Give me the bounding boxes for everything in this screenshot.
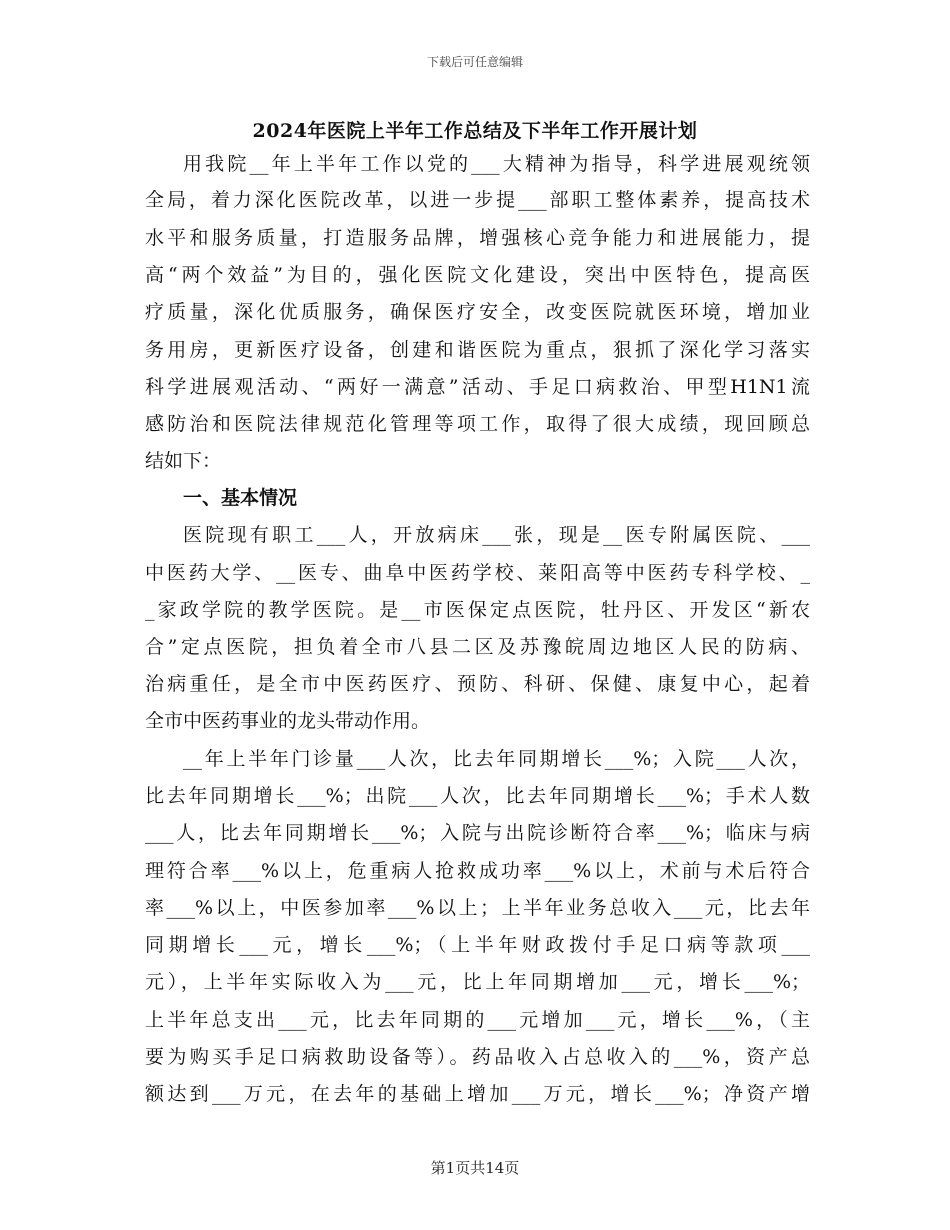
text-line: __年上半年门诊量___人次，比去年同期增长___%；入院___人次，	[183, 748, 810, 770]
text-line: 率___%以上，中医参加率___%以上；上半年业务总收入___元，比去年	[145, 897, 810, 919]
text-line: 疗质量，深化优质服务，确保医疗安全，改变医院就医环境，增加业	[145, 301, 810, 323]
section-heading: 一、基本情况	[183, 487, 298, 509]
page-header: 下载后可任意编辑	[426, 55, 523, 69]
text-line: 同期增长___元，增长___%；（上半年财政拨付手足口病等款项___	[145, 934, 810, 956]
text-line: 比去年同期增长___%；出院___人次，比去年同期增长___%；手术人数	[145, 785, 810, 807]
text-line: 治病重任，是全市中医药医疗、预防、科研、保健、康复中心，起着	[145, 673, 810, 695]
text-line: 全局，着力深化医院改革，以进一步提___部职工整体素养，提高技术	[145, 189, 810, 211]
text-line: 结如下：	[145, 450, 222, 472]
text-line: 中医药大学、__医专、曲阜中医药学校、莱阳高等中医药专科学校、_	[145, 562, 810, 584]
text-line: ___人，比去年同期增长___%；入院与出院诊断符合率___%；临床与病	[145, 822, 810, 844]
text-line: 高“两个效益”为目的，强化医院文化建设，突出中医特色，提高医	[145, 264, 810, 286]
text-line: 合”定点医院，担负着全市八县二区及苏豫皖周边地区人民的防病、	[145, 636, 810, 658]
text-line: 理符合率___%以上，危重病人抢救成功率___%以上，术前与术后符合	[145, 860, 810, 882]
text-line: 感防治和医院法律规范化管理等项工作，取得了很大成绩，现回顾总	[145, 413, 810, 435]
text-line: 额达到___万元，在去年的基础上增加___万元，增长___%；净资产增	[145, 1083, 810, 1105]
text-line: _家政学院的教学医院。是__市医保定点医院，牡丹区、开发区“新农	[145, 599, 810, 621]
text-line: 上半年总支出___元，比去年同期的___元增加___元，增长___%，（主	[145, 1009, 810, 1031]
document-title: 2024年医院上半年工作总结及下半年工作开展计划	[252, 120, 698, 142]
text-line: 水平和服务质量，打造服务品牌，增强核心竞争能力和进展能力，提	[145, 227, 810, 249]
text-line: 全市中医药事业的龙头带动作用。	[145, 710, 431, 732]
text-line: 科学进展观活动、“两好一满意”活动、手足口病救治、甲型H1N1流	[145, 376, 810, 398]
text-line: 元），上半年实际收入为___元，比上年同期增加___元，增长___%；	[145, 971, 810, 993]
text-line: 用我院__年上半年工作以党的___大精神为指导，科学进展观统领	[183, 153, 810, 175]
text-line: 医院现有职工___人，开放病床___张，现是__医专附属医院、___	[183, 524, 810, 546]
text-line: 要为购买手足口病救助设备等）。药品收入占总收入的___%，资产总	[145, 1046, 810, 1068]
page-footer: 第1页共14页	[430, 1159, 520, 1177]
text-line: 务用房，更新医疗设备，创建和谐医院为重点，狠抓了深化学习落实	[145, 339, 810, 361]
